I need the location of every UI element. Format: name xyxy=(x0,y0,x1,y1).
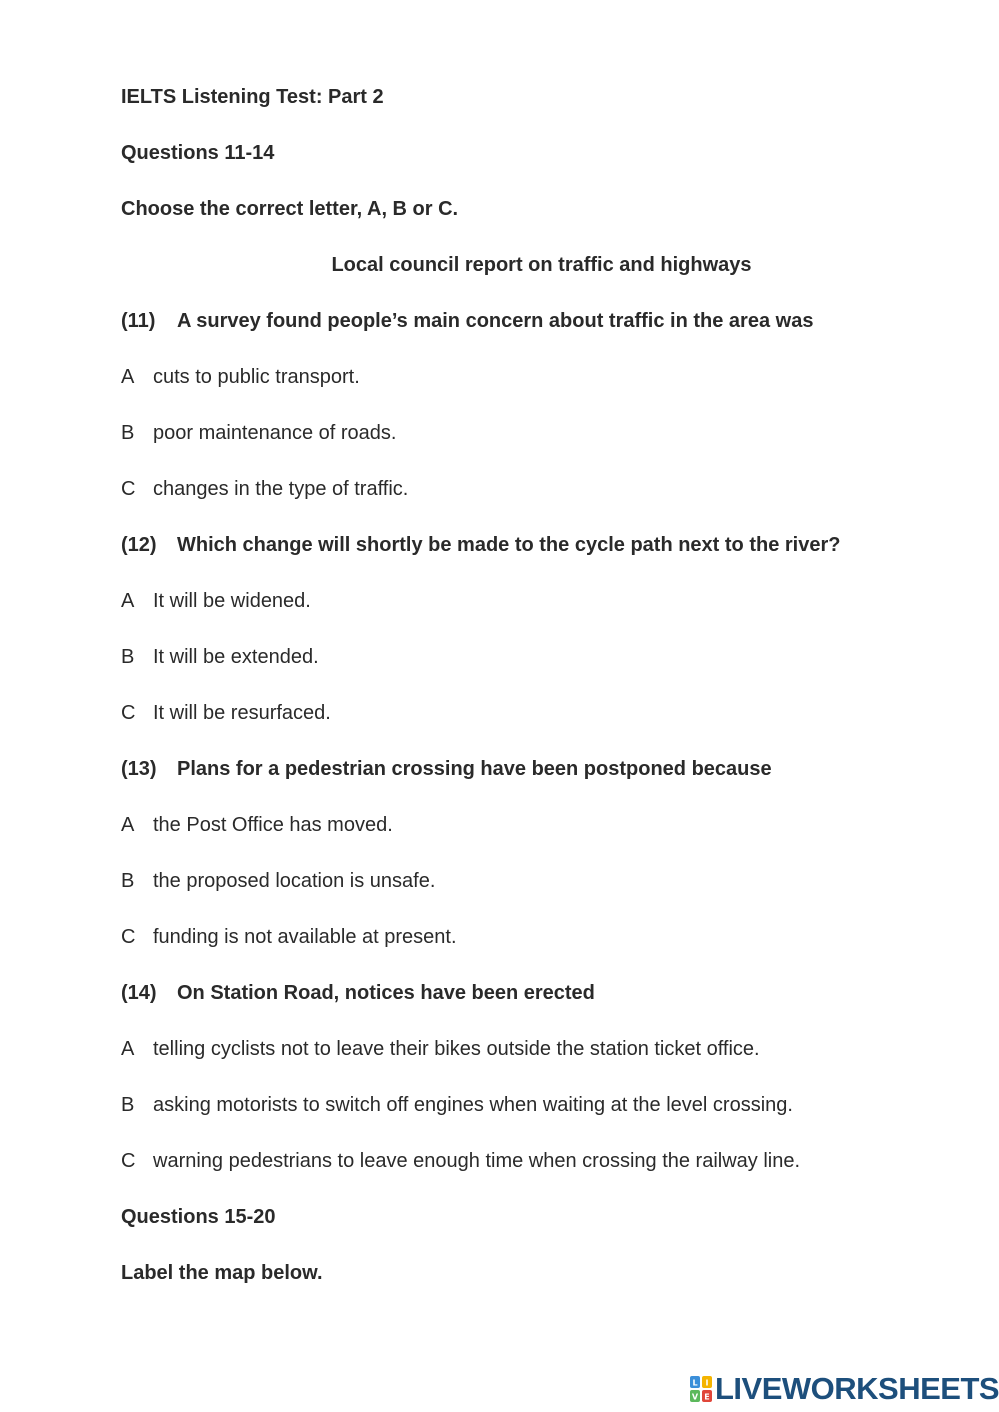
logo-text: LIVEWORKSHEETS xyxy=(715,1371,999,1406)
question-number: (13) xyxy=(121,758,157,780)
liveworksheets-mark-icon xyxy=(690,1376,712,1402)
option-14a[interactable] xyxy=(121,1037,760,1061)
option-11a[interactable] xyxy=(121,365,360,389)
question-12 xyxy=(121,533,840,557)
option-11c[interactable] xyxy=(121,477,408,501)
question-14 xyxy=(121,981,595,1005)
option-letter: C xyxy=(121,926,136,948)
page-title: IELTS Listening Test: Part 2 xyxy=(121,86,384,108)
option-14c[interactable] xyxy=(121,1149,800,1173)
question-number: (11) xyxy=(121,310,156,332)
option-text: It will be widened. xyxy=(153,590,311,612)
option-14b[interactable] xyxy=(121,1093,793,1117)
option-text: telling cyclists not to leave their bikes outside the station ticket office. xyxy=(153,1038,760,1060)
section2-instruction: Label the map below. xyxy=(121,1262,323,1284)
report-title: Local council report on traffic and highways xyxy=(331,254,752,276)
section1-instruction: Choose the correct letter, A, B or C. xyxy=(121,198,459,220)
liveworksheets-logo xyxy=(690,1372,999,1406)
option-text: the proposed location is unsafe. xyxy=(153,870,436,892)
option-13c[interactable] xyxy=(121,925,457,949)
option-text: It will be extended. xyxy=(153,646,319,668)
option-letter: A xyxy=(121,1038,135,1060)
option-letter: B xyxy=(121,422,135,444)
svg-text:E: E xyxy=(704,1392,710,1402)
option-12a[interactable] xyxy=(121,589,311,613)
option-text: warning pedestrians to leave enough time when crossing the railway line. xyxy=(153,1150,801,1172)
option-letter: C xyxy=(121,1150,136,1172)
question-text: On Station Road, notices have been erected xyxy=(177,982,595,1004)
option-letter: C xyxy=(121,478,136,500)
question-13 xyxy=(121,757,772,781)
section2-heading: Questions 15-20 xyxy=(121,1206,276,1228)
option-letter: C xyxy=(121,702,136,724)
question-text: A survey found people’s main concern about traffic in the area was xyxy=(177,310,814,332)
option-text: funding is not available at present. xyxy=(153,926,457,948)
option-text: the Post Office has moved. xyxy=(153,814,393,836)
option-13a[interactable] xyxy=(121,813,393,837)
option-letter: A xyxy=(121,590,135,612)
question-number: (12) xyxy=(121,534,157,556)
option-11b[interactable] xyxy=(121,421,397,445)
svg-text:V: V xyxy=(691,1392,699,1402)
svg-text:L: L xyxy=(692,1378,698,1388)
option-text: changes in the type of traffic. xyxy=(153,478,409,500)
option-text: asking motorists to switch off engines when waiting at the level crossing. xyxy=(153,1094,793,1116)
option-letter: A xyxy=(121,814,135,836)
option-letter: B xyxy=(121,870,135,892)
option-13b[interactable] xyxy=(121,869,435,893)
option-12c[interactable] xyxy=(121,701,331,725)
question-text: Plans for a pedestrian crossing have been postponed because xyxy=(177,758,772,780)
option-text: poor maintenance of roads. xyxy=(153,422,397,444)
svg-text:I: I xyxy=(705,1378,709,1388)
question-text: Which change will shortly be made to the cycle path next to the river? xyxy=(177,534,841,556)
option-letter: A xyxy=(121,366,135,388)
option-text: cuts to public transport. xyxy=(153,366,360,388)
option-text: It will be resurfaced. xyxy=(153,702,331,724)
question-11 xyxy=(121,309,813,333)
option-letter: B xyxy=(121,1094,135,1116)
option-letter: B xyxy=(121,646,135,668)
option-12b[interactable] xyxy=(121,645,319,669)
question-number: (14) xyxy=(121,982,157,1004)
section1-heading: Questions 11-14 xyxy=(121,142,275,164)
